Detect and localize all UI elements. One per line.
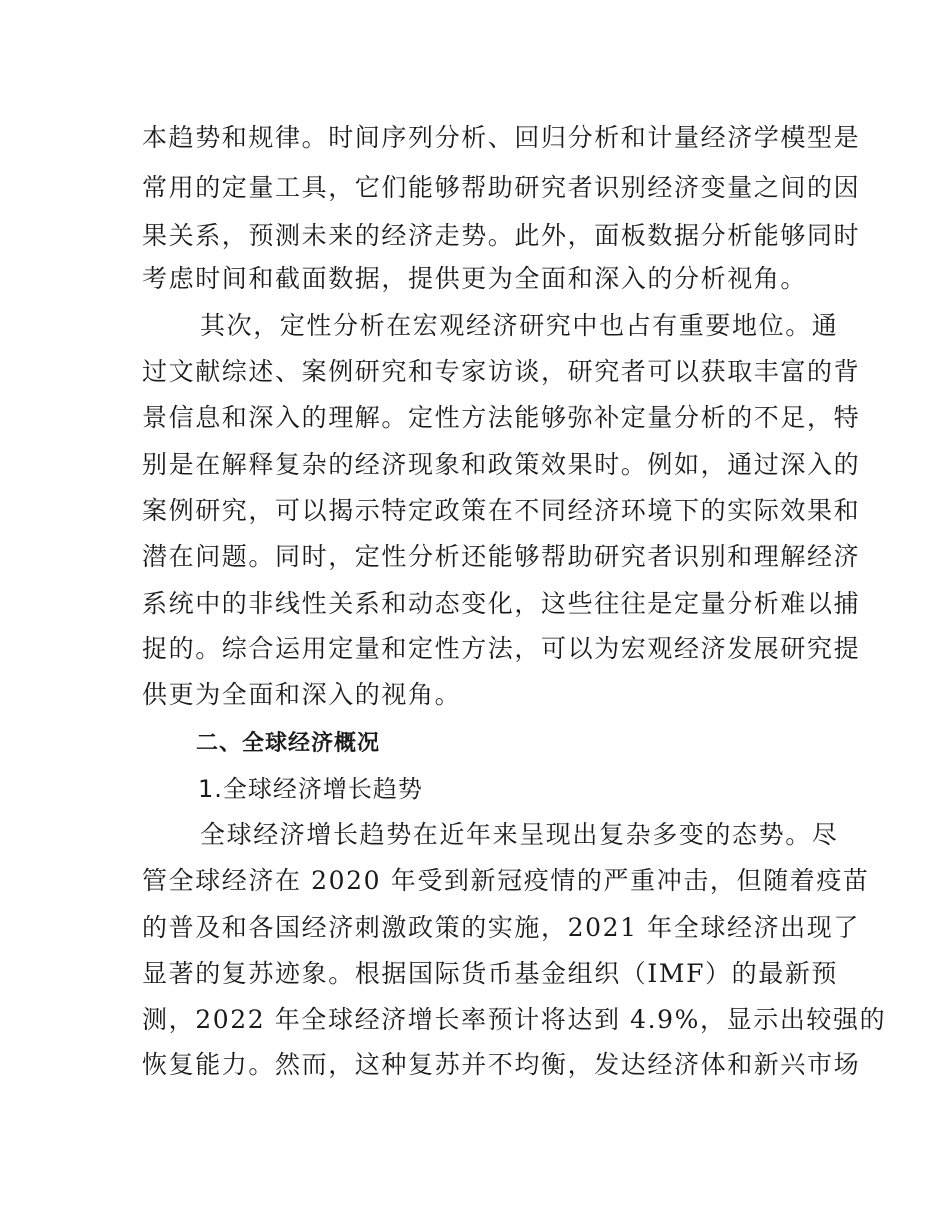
paragraph-line: 别是在解释复杂的经济现象和政策效果时。例如，通过深入的 xyxy=(142,450,861,479)
paragraph-line: 考虑时间和截面数据，提供更为全面和深入的分析视角。 xyxy=(142,264,808,293)
paragraph-line: 捉的。综合运用定量和定性方法，可以为宏观经济发展研究提 xyxy=(142,634,861,663)
paragraph-line: 本趋势和规律。时间序列分析、回归分析和计量经济学模型是 xyxy=(142,123,861,152)
section-heading: 二、全球经济概况 xyxy=(196,731,381,756)
paragraph-line: 的普及和各国经济刺激政策的实施，2021 年全球经济出现了 xyxy=(142,913,860,942)
subsection-heading: 1.全球经济增长趋势 xyxy=(198,775,423,803)
paragraph-line: 潜在问题。同时，定性分析还能够帮助研究者识别和理解经济 xyxy=(142,542,861,571)
paragraph-line: 果关系，预测未来的经济走势。此外，面板数据分析能够同时 xyxy=(142,221,861,250)
paragraph-line: 显著的复苏迹象。根据国际货币基金组织（IMF）的最新预 xyxy=(142,959,839,988)
paragraph-line: 案例研究，可以揭示特定政策在不同经济环境下的实际效果和 xyxy=(142,496,861,525)
paragraph-line: 恢复能力。然而，这种复苏并不均衡，发达经济体和新兴市场 xyxy=(142,1050,861,1079)
paragraph-line: 供更为全面和深入的视角。 xyxy=(142,680,462,709)
paragraph-line: 过文献综述、案例研究和专家访谈，研究者可以获取丰富的背 xyxy=(142,357,861,386)
paragraph-line: 常用的定量工具，它们能够帮助研究者识别经济变量之间的因 xyxy=(142,173,861,202)
paragraph-line: 景信息和深入的理解。定性方法能够弥补定量分析的不足，特 xyxy=(142,403,861,432)
paragraph-line: 管全球经济在 2020 年受到新冠疫情的严重冲击，但随着疫苗 xyxy=(142,866,870,895)
paragraph-line: 全球经济增长趋势在近年来呈现出复杂多变的态势。尽 xyxy=(200,820,839,849)
paragraph-line: 系统中的非线性关系和动态变化，这些往往是定量分析难以捕 xyxy=(142,589,861,618)
paragraph-line: 其次，定性分析在宏观经济研究中也占有重要地位。通 xyxy=(200,311,839,340)
paragraph-line: 测，2022 年全球经济增长率预计将达到 4.9%，显示出较强的 xyxy=(142,1005,887,1034)
